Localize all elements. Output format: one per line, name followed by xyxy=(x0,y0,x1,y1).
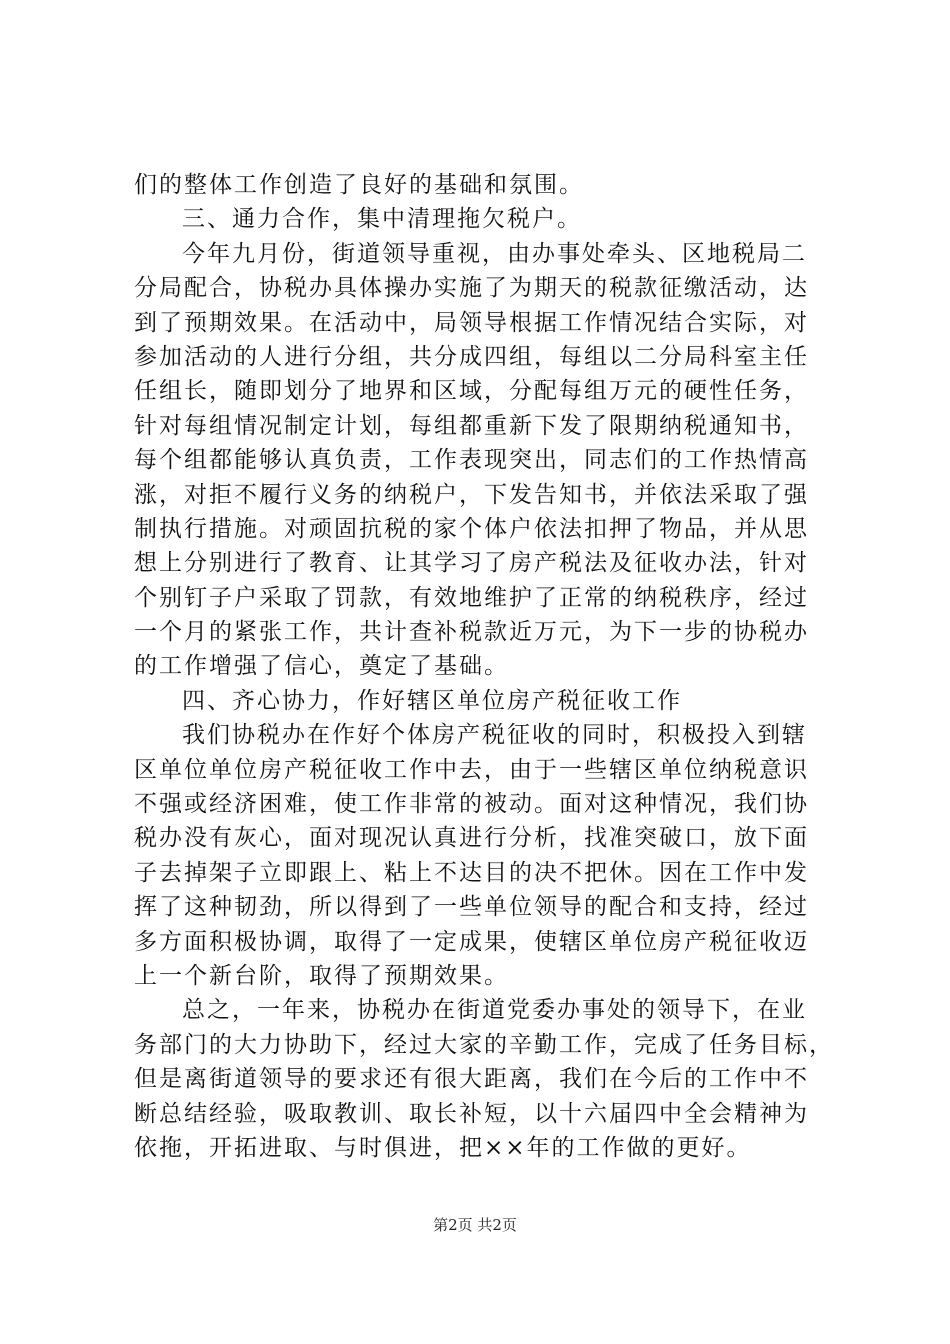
text-line: 的工作增强了信心，奠定了基础。 xyxy=(134,653,509,680)
text-line: 到了预期效果。在活动中，局领导根据工作情况结合实际，对 xyxy=(134,309,809,336)
text-line: 子去掉架子立即跟上、粘上不达目的决不把休。因在工作中发 xyxy=(134,859,809,886)
text-line: 每个组都能够认真负责，工作表现突出，同志们的工作热情高 xyxy=(134,447,809,474)
text-line: 断总结经验，吸取教训、取长补短，以十六届四中全会精神为 xyxy=(134,1100,809,1127)
text-line: 依拖，开拓进取、与时俱进，把××年的工作做的更好。 xyxy=(134,1134,752,1161)
text-line: 个别钉子户采取了罚款，有效地维护了正常的纳税秩序，经过 xyxy=(134,584,809,611)
page-footer: 第2页 共2页 xyxy=(433,1216,517,1234)
text-line: 区单位单位房产税征收工作中去，由于一些辖区单位纳税意识 xyxy=(134,756,809,783)
text-line: 三、通力合作，集中清理拖欠税户。 xyxy=(182,206,582,233)
text-line: 我们协税办在作好个体房产税征收的同时，积极投入到辖 xyxy=(182,722,807,749)
text-line: 但是离街道领导的要求还有很大距离，我们在今后的工作中不 xyxy=(134,1066,809,1093)
text-line: 今年九月份，街道领导重视，由办事处牵头、区地税局二 xyxy=(182,240,807,267)
text-line: 总之，一年来，协税办在街道党委办事处的领导下，在业 xyxy=(182,997,807,1024)
text-line: 任组长，随即划分了地界和区域，分配每组万元的硬性任务， xyxy=(134,378,809,405)
document-body xyxy=(134,168,834,1165)
text-line: 想上分别进行了教育、让其学习了房产税法及征收办法，针对 xyxy=(134,550,809,577)
text-line: 制执行措施。对顽固抗税的家个体户依法扣押了物品，并从思 xyxy=(134,515,809,542)
text-line: 参加活动的人进行分组，共分成四组，每组以二分局科室主任 xyxy=(134,343,809,370)
text-line: 挥了这种韧劲，所以得到了一些单位领导的配合和支持，经过 xyxy=(134,894,809,921)
text-line: 不强或经济困难，使工作非常的被动。面对这种情况，我们协 xyxy=(134,791,809,818)
text-line: 分局配合，协税办具体操办实施了为期天的税款征缴活动，达 xyxy=(134,275,809,302)
text-line: 务部门的大力协助下，经过大家的辛勤工作，完成了任务目标， xyxy=(134,1031,834,1058)
text-line: 针对每组情况制定计划，每组都重新下发了限期纳税通知书， xyxy=(134,412,809,439)
text-line: 税办没有灰心，面对现况认真进行分析，找准突破口，放下面 xyxy=(134,825,809,852)
text-line: 上一个新台阶，取得了预期效果。 xyxy=(134,962,509,989)
text-line: 涨，对拒不履行义务的纳税户，下发告知书，并依法采取了强 xyxy=(134,481,809,508)
text-line: 一个月的紧张工作，共计查补税款近万元，为下一步的协税办 xyxy=(134,619,809,646)
text-line: 多方面积极协调，取得了一定成果，使辖区单位房产税征收迈 xyxy=(134,928,809,955)
text-line: 们的整体工作创造了良好的基础和氛围。 xyxy=(134,172,584,198)
text-line: 四、齐心协力，作好辖区单位房产税征收工作 xyxy=(182,687,682,714)
